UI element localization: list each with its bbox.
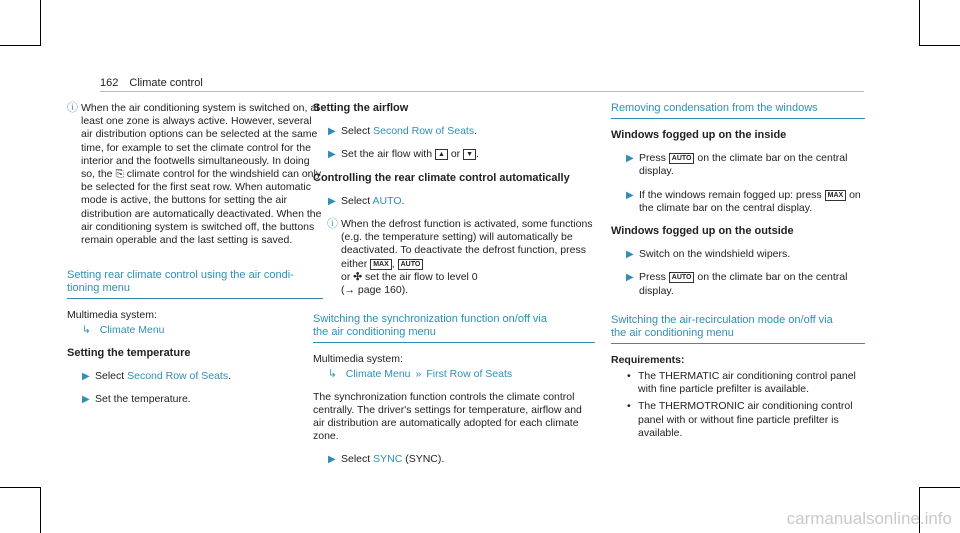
step-arrow-icon: ▶ — [328, 195, 336, 207]
link-second-row[interactable]: Second Row of Seats — [373, 125, 475, 138]
column-left — [67, 102, 323, 416]
sync-text: The synchronization function controls the climate control centrally. The driver's settings for temperature, airflow and air distribution are automatically adopted for each climate zone. — [313, 390, 582, 443]
section-title — [67, 269, 323, 299]
section-title-line1: Setting rear climate control using the air condi- — [67, 269, 294, 282]
recirculation-title: Switching the air-recirculation mode on/off via the air conditioning menu — [611, 314, 865, 344]
heading-auto: Controlling the rear climate control automatically — [313, 171, 570, 184]
header-rule — [100, 91, 864, 92]
defrost-button[interactable]: MAX — [825, 190, 847, 201]
page-number: 162 — [100, 77, 119, 89]
defrost-button[interactable]: MAX — [370, 259, 392, 270]
auto-button[interactable]: AUTO — [669, 153, 695, 164]
step-arrow-icon: ▶ — [626, 153, 634, 165]
bullet-icon: • — [627, 370, 631, 383]
step-arrow-icon: ▶ — [328, 126, 336, 138]
menu-link-climate[interactable]: Climate Menu — [99, 324, 165, 337]
menu-link-first-row[interactable]: First Row of Seats — [426, 368, 513, 381]
step-press-auto: ▶ Press AUTO on the climate bar on the central display. — [626, 152, 848, 178]
step-arrow-icon: ▶ — [328, 149, 336, 161]
column-right — [611, 102, 865, 444]
sync-title: Switching the synchronization function on/off via the air conditioning menu — [313, 313, 595, 343]
crop-mark — [0, 45, 41, 46]
multimedia-label: Multimedia system: — [313, 353, 403, 366]
menu-arrow-icon: ↳ — [328, 368, 337, 381]
heading-fog-inside: Windows fogged up on the inside — [611, 129, 787, 141]
info-note — [67, 102, 323, 247]
crop-mark — [919, 487, 960, 488]
step-set-airflow: ▶ Set the air flow with ▲ or ▼ . — [328, 148, 479, 161]
note-text: When the air conditioning system is switched on, at least one zone is always active. However, several air distribution options can be selected at the same time, for example to set the climate control for the interior and the footwells simultaneously. In doing so, the ⎘ climate control for the windshield can only be selected for the first seat row. When automatic mode is active, the buttons for setting the air distribution are automatically deactivated. When the air conditioning system is switched off, the buttons remain operable and the last setting is saved. — [81, 102, 322, 247]
step-select-auto: ▶ Select AUTO. — [328, 194, 405, 207]
defrost-note: ⓘ When the defrost function is activated, some functions (e.g. the temperature setting) will automatically be deactivated. To deactivate the defrost function, press either MAX , AUTO or ✣ set the air flow to level 0 (→ page 160). — [327, 218, 593, 297]
step-press-defrost: ▶ If the windows remain fogged up: press MAX on the climate bar on the central display. — [626, 188, 861, 214]
multimedia-label: Multimedia system: — [67, 309, 157, 322]
step-arrow-icon: ▶ — [82, 370, 90, 382]
menu-arrow-icon: ↳ — [82, 324, 91, 337]
fan-icon: ✣ — [353, 270, 363, 283]
condensation-title: Removing condensation from the windows — [611, 102, 865, 119]
step-select-row: ▶ Select Second Row of Seats. — [82, 369, 232, 382]
link-sync[interactable]: SYNC — [373, 453, 403, 466]
section-name: Climate control — [129, 77, 203, 89]
step-arrow-icon: ▶ — [82, 394, 90, 406]
crop-mark — [40, 0, 41, 46]
auto-button[interactable]: AUTO — [669, 272, 695, 283]
link-auto[interactable]: AUTO — [372, 194, 402, 207]
requirements-heading: Requirements: — [611, 353, 685, 366]
step-select-sync: ▶ Select SYNC (SYNC). — [328, 453, 445, 466]
link-second-row[interactable]: Second Row of Seats — [127, 369, 229, 382]
menu-link-climate[interactable]: Climate Menu — [345, 368, 411, 381]
airflow-down-button[interactable]: ▼ — [463, 149, 476, 160]
auto-button[interactable]: AUTO — [398, 259, 424, 270]
info-icon: ⓘ — [67, 102, 78, 114]
bullet-icon: • — [627, 400, 631, 413]
list-item: • The THERMOTRONIC air conditioning control panel with or without fine particle prefilter is available. — [627, 400, 853, 439]
crop-mark — [0, 487, 41, 488]
step-select-row: ▶ Select Second Row of Seats. — [328, 125, 478, 138]
watermark: carmanualsonline.info — [786, 509, 952, 528]
list-item: • The THERMATIC air conditioning control panel with fine particle prefilter is available. — [627, 370, 856, 396]
page-header — [100, 77, 203, 89]
step-wipers: ▶ Switch on the windshield wipers. — [626, 248, 791, 261]
heading-fog-outside: Windows fogged up on the outside — [611, 225, 794, 238]
step-arrow-icon: ▶ — [626, 272, 634, 284]
crop-mark — [919, 0, 920, 46]
crop-mark — [40, 487, 41, 533]
step-set-temperature: ▶ Set the temperature. — [82, 393, 191, 406]
step-press-auto: ▶ Press AUTO on the climate bar on the central display. — [626, 271, 848, 297]
menu-path — [313, 368, 595, 381]
heading-temperature: Setting the temperature — [67, 346, 191, 359]
column-middle — [313, 102, 595, 477]
step-arrow-icon: ▶ — [626, 249, 634, 261]
step-arrow-icon: ▶ — [328, 454, 336, 466]
crop-mark — [919, 45, 960, 46]
step-arrow-icon: ▶ — [626, 189, 634, 201]
double-chevron-icon: » — [415, 368, 422, 381]
heading-airflow: Setting the airflow — [313, 102, 409, 114]
menu-path — [67, 324, 323, 337]
info-icon: ⓘ — [327, 218, 338, 231]
airflow-up-button[interactable]: ▲ — [435, 149, 448, 160]
section-title-line2: tioning menu — [67, 282, 130, 295]
